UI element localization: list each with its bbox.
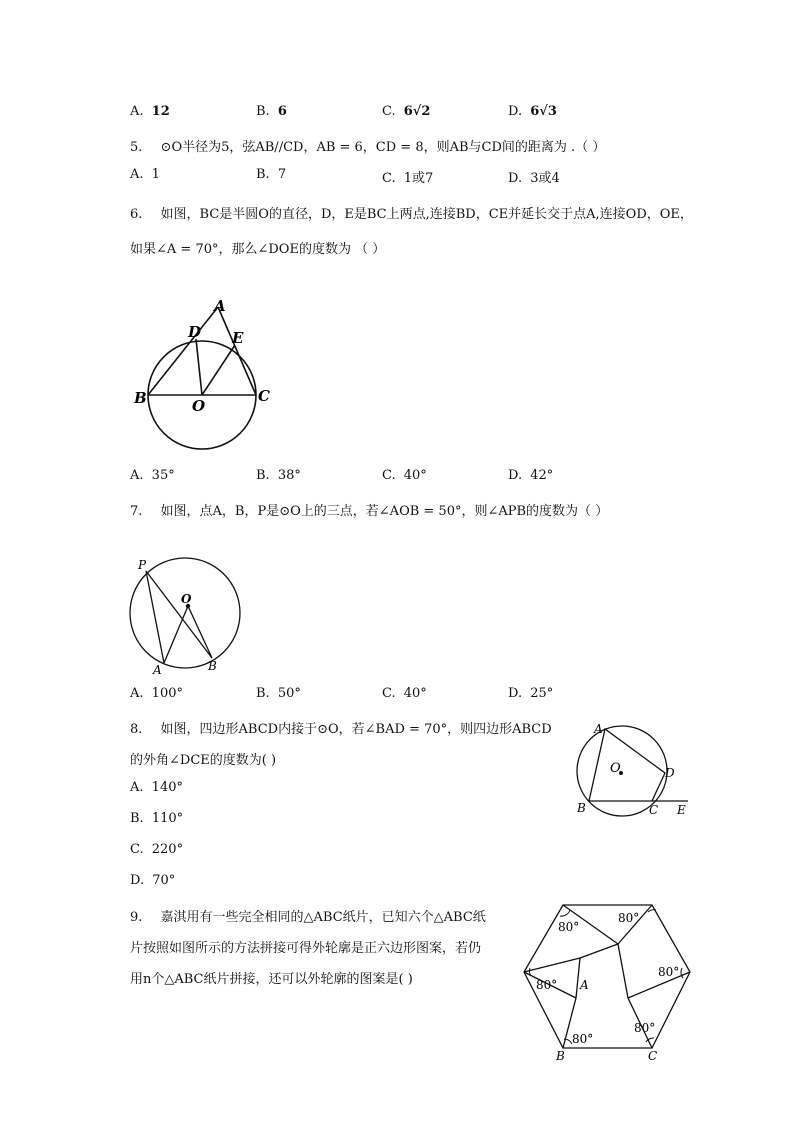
label-b: B (556, 1049, 565, 1063)
label-e: E (677, 803, 686, 817)
option-value: 40° (403, 468, 427, 483)
question-number: 7. (130, 504, 143, 519)
option-letter: B. (256, 167, 270, 182)
option-letter: C. (382, 686, 396, 701)
question-number: 9. (130, 910, 143, 925)
q7-option-c[interactable] (382, 686, 427, 701)
question-text: 嘉淇用有一些完全相同的△ABC纸片，已知六个△ABC纸 (160, 910, 486, 925)
label-b: B (134, 389, 147, 407)
option-value: 100° (151, 686, 183, 701)
q6-stem-line2: 如果∠A = 70°，那么∠DOE的度数为 （ ） (130, 242, 386, 257)
q4-option-d[interactable] (508, 104, 557, 119)
angle-label: 80° (634, 1021, 656, 1035)
label-d: D (188, 323, 202, 341)
label-a: A (594, 722, 603, 736)
angle-arc (681, 968, 683, 978)
label-e: E (232, 329, 244, 347)
option-letter: D. (130, 873, 145, 888)
angle-label: 80° (536, 978, 558, 992)
option-letter: C. (382, 104, 396, 119)
option-letter: D. (508, 468, 523, 483)
q6-option-b[interactable] (256, 468, 301, 483)
angle-label: 80° (558, 920, 580, 934)
q8-option-d[interactable] (130, 873, 175, 888)
option-letter: B. (130, 811, 144, 826)
option-value: 3或4 (530, 171, 560, 186)
q6-stem-line1 (130, 203, 693, 222)
option-value: 1或7 (403, 171, 434, 186)
segment (618, 944, 628, 998)
option-value: 42° (530, 468, 554, 483)
q8-stem-line2: 的外角∠DCE的度数为( ) (130, 753, 277, 768)
q4-option-a[interactable] (130, 104, 170, 119)
q9-stem-line3: 用n个△ABC纸片拼接，还可以外轮廓的图案是( ) (130, 972, 413, 987)
option-letter: C. (382, 171, 396, 186)
option-value: 220° (151, 842, 184, 857)
option-letter: D. (508, 104, 523, 119)
label-c: C (258, 387, 270, 405)
option-value: 25° (530, 686, 554, 701)
option-letter: A. (130, 686, 144, 701)
segment-od (196, 339, 202, 395)
option-letter: B. (256, 468, 270, 483)
q5-option-d[interactable] (508, 167, 560, 186)
option-letter: D. (508, 686, 523, 701)
q7-figure (126, 555, 248, 677)
label-o: O (610, 761, 621, 776)
option-value: 6√2 (403, 104, 431, 119)
option-value: 38° (277, 468, 301, 483)
option-value: 35° (151, 468, 175, 483)
q9-stem-line2: 片按照如图所示的方法拼接可得外轮廓是正六边形图案，若仍 (130, 941, 482, 956)
q6-option-c[interactable] (382, 468, 427, 483)
segment (524, 958, 580, 972)
q7-option-b[interactable] (256, 686, 301, 701)
option-letter: B. (256, 686, 270, 701)
q8-option-c[interactable] (130, 842, 183, 857)
q7-option-d[interactable] (508, 686, 553, 701)
question-number: 5. (130, 140, 143, 155)
segment-oe (202, 345, 235, 395)
q5-option-a[interactable] (130, 167, 160, 182)
q4-option-c[interactable] (382, 104, 430, 119)
q7-option-a[interactable] (130, 686, 183, 701)
option-letter: A. (130, 468, 144, 483)
label-a: A (580, 978, 589, 992)
option-value: 12 (151, 104, 170, 119)
q5-stem (130, 136, 605, 155)
q9-figure (518, 898, 694, 1064)
q5-option-c[interactable] (382, 167, 433, 186)
option-value: 6 (277, 104, 287, 119)
option-letter: B. (256, 104, 270, 119)
line-ba (148, 307, 218, 395)
label-d: D (665, 766, 675, 780)
q8-option-b[interactable] (130, 811, 183, 826)
label-a: A (214, 297, 226, 315)
question-text: 如图，点A，B，P是⊙O上的三点，若∠AOB = 50°，则∠APB的度数为（ ） (160, 504, 609, 519)
option-value: 140° (151, 780, 183, 795)
question-text: 如图，BC是半圆O的直径，D，E是BC上两点,连接BD，CE并延长交于点A,连接OD，OE， (160, 207, 693, 222)
q9-stem-line1 (130, 906, 486, 925)
option-value: 40° (403, 686, 427, 701)
q4-option-b[interactable] (256, 104, 287, 119)
option-value: 6√3 (530, 104, 557, 119)
angle-arc (560, 910, 570, 916)
option-value: 7 (277, 167, 287, 182)
option-letter: D. (508, 171, 523, 186)
q6-option-d[interactable] (508, 468, 553, 483)
option-value: 50° (277, 686, 301, 701)
q6-figure (128, 295, 278, 455)
option-value: 110° (151, 811, 184, 826)
question-text: ⊙O半径为5，弦AB//CD，AB = 6，CD = 8，则AB与CD间的距离为 .（ ） (160, 140, 606, 155)
question-text: 如图，四边形ABCD内接于⊙O，若∠BAD = 70°，则四边形ABCD (160, 722, 552, 737)
label-o: O (181, 592, 192, 606)
q7-stem (130, 500, 608, 519)
label-o: O (192, 397, 206, 415)
label-b: B (577, 801, 586, 815)
option-letter: C. (130, 842, 144, 857)
segment-pa (146, 571, 164, 663)
label-c: C (648, 1049, 658, 1063)
q5-option-b[interactable] (256, 167, 286, 182)
option-value: 1 (151, 167, 160, 182)
option-letter: C. (382, 468, 396, 483)
label-p: P (138, 558, 147, 572)
question-number: 6. (130, 207, 143, 222)
label-b: B (208, 659, 217, 673)
q6-option-a[interactable] (130, 468, 175, 483)
angle-label: 80° (572, 1032, 594, 1046)
question-number: 8. (130, 722, 143, 737)
q8-stem-line1 (130, 718, 552, 737)
q8-option-a[interactable] (130, 780, 183, 795)
segment-oa (164, 606, 188, 663)
angle-label: 80° (618, 911, 640, 925)
option-letter: A. (130, 167, 144, 182)
angle-label: 80° (658, 965, 680, 979)
segment-pb (146, 571, 212, 658)
segment (580, 944, 618, 958)
label-a: A (153, 663, 162, 677)
option-value: 70° (152, 873, 176, 888)
q8-figure (570, 718, 695, 822)
option-letter: A. (130, 104, 144, 119)
option-letter: A. (130, 780, 144, 795)
line-ca (218, 307, 256, 395)
label-c: C (649, 803, 659, 817)
